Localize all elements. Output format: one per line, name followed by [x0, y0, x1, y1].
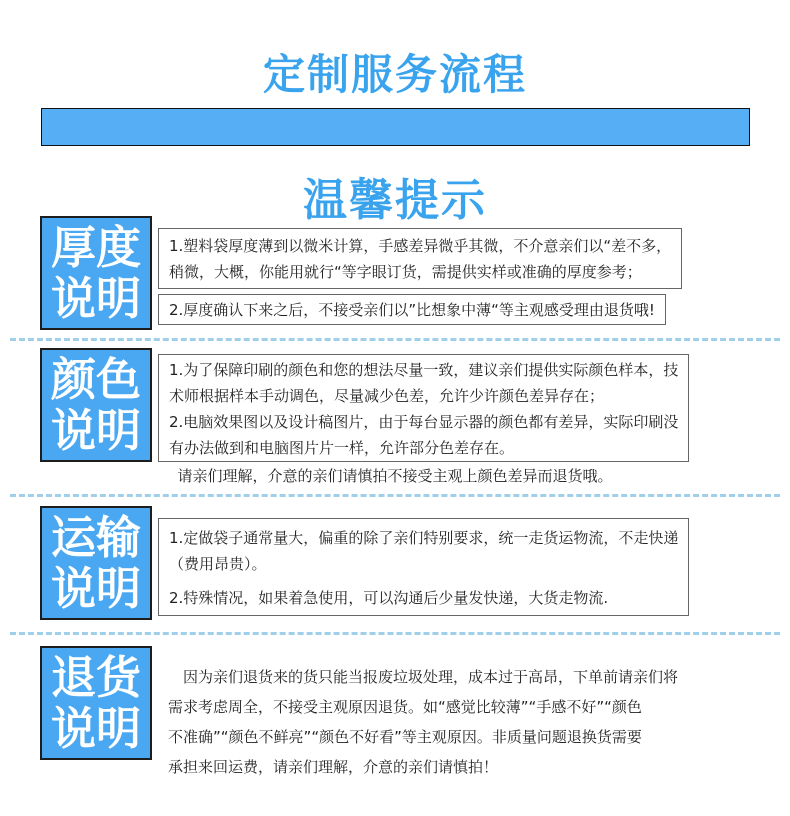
color-paragraph: 有办法做到和电脑图片片一样，允许部分色差存在。	[169, 439, 515, 457]
thickness-paragraph: 稍微，大概，你能用就行“等字眼订货，需提供实样或准确的厚度参考；	[169, 263, 642, 281]
returns-paragraph: 需求考虑周全，不接受主观原因退货。如“感觉比较薄”“手感不好”“颜色	[168, 698, 642, 716]
returns-paragraph: 承担来回运费，请亲们理解，介意的亲们请慎拍！	[168, 758, 499, 776]
color-label-line2: 说明	[50, 404, 141, 457]
tips-title: 温馨提示	[303, 175, 487, 226]
color-label-line1: 颜色	[50, 353, 141, 406]
color-paragraph: 2.电脑效果图以及设计稿图片，由于每台显示器的颜色都有差异，实际印刷没	[169, 413, 679, 431]
section-divider	[10, 338, 780, 341]
returns-paragraph: 因为亲们退货来的货只能当报废垃圾处理，成本过于高昂，下单前请亲们将	[168, 668, 679, 686]
thickness-label	[40, 216, 152, 330]
page-title: 定制服务流程	[262, 50, 527, 99]
color-paragraph: 术师根据样本手动调色，尽量减少色差，允许少许颜色差异存在；	[169, 387, 605, 405]
shipping-paragraph: 2.特殊情况，如果着急使用，可以沟通后少量发快递，大货走物流.	[169, 589, 609, 607]
section-divider	[10, 494, 780, 497]
thickness-text-box	[158, 228, 682, 289]
returns-label-line2: 说明	[50, 702, 141, 755]
color-note: 请亲们理解，介意的亲们请慎拍不接受主观上颜色差异而退货哦。	[177, 467, 613, 485]
thickness-extra-box	[158, 294, 666, 325]
thickness-extra-text: 2.厚度确认下来之后，不接受亲们以”比想象中薄“等主观感受理由退货哦!	[169, 301, 655, 319]
returns-paragraph: 不准确”“颜色不鲜亮”“颜色不好看”等主观原因。非质量问题退换货需要	[168, 728, 642, 746]
color-paragraph: 1.为了保障印刷的颜色和您的想法尽量一致，建议亲们提供实际颜色样本，技	[169, 361, 679, 379]
thickness-label-line1: 厚度	[50, 221, 141, 274]
color-label	[40, 348, 152, 462]
header-bar	[41, 108, 750, 146]
returns-label	[40, 646, 152, 760]
shipping-label-line1: 运输	[50, 511, 141, 564]
shipping-label-line2: 说明	[50, 562, 141, 615]
returns-text-box	[158, 660, 688, 796]
returns-label-line1: 退货	[50, 651, 141, 704]
section-divider	[10, 632, 780, 635]
shipping-paragraph: （费用昂贵）。	[169, 555, 267, 573]
shipping-paragraph: 1.定做袋子通常量大，偏重的除了亲们特别要求，统一走货运物流，不走快递	[169, 529, 679, 547]
shipping-label	[40, 506, 152, 620]
thickness-paragraph: 1.塑料袋厚度薄到以微米计算，手感差异微乎其微，不介意亲们以“差不多，	[169, 237, 672, 255]
shipping-text-box	[158, 518, 689, 616]
color-text-box	[158, 354, 689, 462]
thickness-label-line2: 说明	[50, 272, 141, 325]
